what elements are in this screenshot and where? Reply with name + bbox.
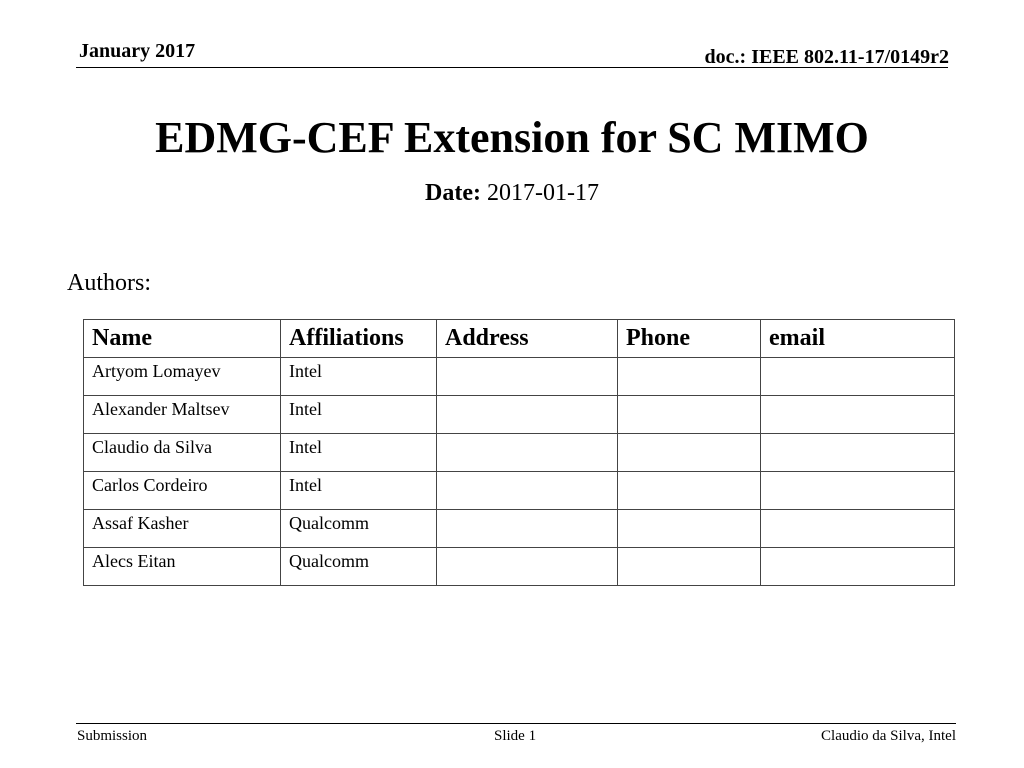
cell-email	[761, 358, 955, 396]
column-header-affiliations: Affiliations	[281, 320, 437, 358]
cell-address	[437, 358, 618, 396]
table-header-row	[84, 320, 955, 358]
footer-slide-number: Slide 1	[494, 728, 537, 744]
cell-phone	[618, 358, 761, 396]
date-line	[0, 180, 1024, 207]
cell-address	[437, 434, 618, 472]
cell-affiliation: Qualcomm	[281, 510, 437, 548]
cell-phone	[618, 472, 761, 510]
cell-name: Alexander Maltsev	[84, 396, 281, 434]
cell-email	[761, 510, 955, 548]
column-header-email: email	[761, 320, 955, 358]
cell-affiliation: Intel	[281, 472, 437, 510]
cell-address	[437, 510, 618, 548]
column-header-name: Name	[84, 320, 281, 358]
cell-phone	[618, 434, 761, 472]
table-row	[84, 510, 955, 548]
authors-table	[83, 319, 955, 586]
date-label: Date:	[425, 180, 481, 206]
cell-name: Assaf Kasher	[84, 510, 281, 548]
cell-address	[437, 548, 618, 586]
cell-address	[437, 472, 618, 510]
footer-divider	[76, 723, 956, 724]
cell-name: Alecs Eitan	[84, 548, 281, 586]
table-row	[84, 434, 955, 472]
cell-phone	[618, 548, 761, 586]
cell-email	[761, 396, 955, 434]
header-divider	[76, 67, 948, 68]
cell-email	[761, 548, 955, 586]
cell-name: Claudio da Silva	[84, 434, 281, 472]
column-header-address: Address	[437, 320, 618, 358]
column-header-phone: Phone	[618, 320, 761, 358]
cell-name: Carlos Cordeiro	[84, 472, 281, 510]
footer-author: Claudio da Silva, Intel	[821, 728, 956, 744]
table-row	[84, 358, 955, 396]
cell-affiliation: Qualcomm	[281, 548, 437, 586]
cell-name: Artyom Lomayev	[84, 358, 281, 396]
cell-affiliation: Intel	[281, 396, 437, 434]
cell-phone	[618, 396, 761, 434]
date-value: 2017-01-17	[486, 180, 599, 206]
slide-title: EDMG-CEF Extension for SC MIMO	[155, 113, 869, 162]
cell-email	[761, 434, 955, 472]
cell-affiliation: Intel	[281, 434, 437, 472]
authors-label: Authors:	[67, 270, 151, 296]
table-row	[84, 396, 955, 434]
table-row	[84, 548, 955, 586]
cell-address	[437, 396, 618, 434]
header-doc-id: doc.: IEEE 802.11-17/0149r2	[704, 46, 949, 68]
footer-submission: Submission	[77, 728, 148, 744]
header-date: January 2017	[79, 40, 196, 62]
cell-affiliation: Intel	[281, 358, 437, 396]
table-row	[84, 472, 955, 510]
cell-phone	[618, 510, 761, 548]
cell-email	[761, 472, 955, 510]
